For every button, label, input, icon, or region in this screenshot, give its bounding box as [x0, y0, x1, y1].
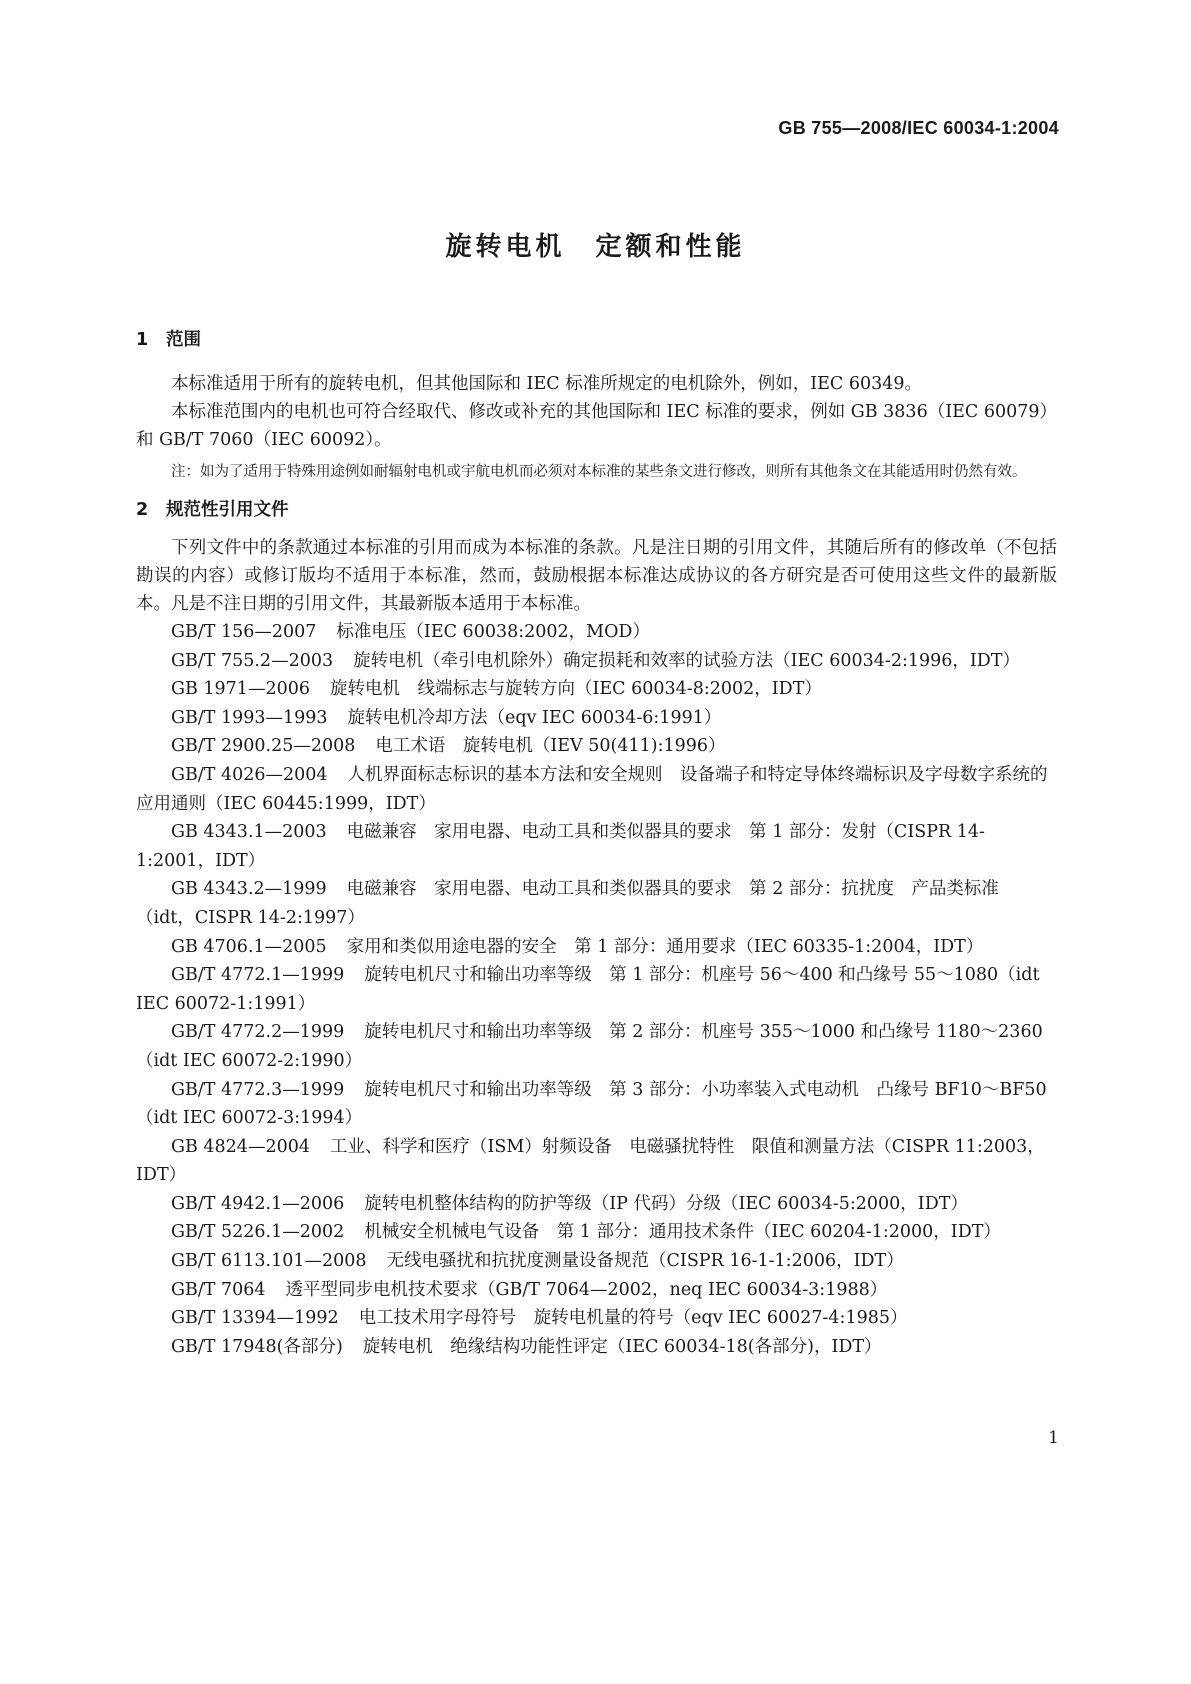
reference-item	[136, 618, 1057, 647]
reference-title: 电磁兼容 家用电器、电动工具和类似器具的要求 第 2 部分：抗扰度 产品类标准（idt，CISPR 14-2:1997）	[136, 879, 999, 928]
reference-code: GB/T 4772.3—1999	[171, 1079, 345, 1100]
section-number: 2	[136, 500, 149, 520]
reference-title: 旋转电机尺寸和输出功率等级 第 1 部分：机座号 56～400 和凸缘号 55～1080（idt IEC 60072-1:1991）	[136, 965, 1040, 1014]
reference-code: GB 1971—2006	[171, 679, 310, 700]
reference-item	[136, 1247, 1057, 1276]
reference-code: GB 4706.1—2005	[171, 936, 327, 957]
reference-title: 无线电骚扰和抗扰度测量设备规范（CISPR 16-1-1:2006，IDT）	[386, 1251, 904, 1272]
reference-item	[136, 761, 1057, 818]
reference-item	[136, 1304, 1057, 1333]
reference-item	[136, 1076, 1057, 1133]
reference-code: GB/T 7064	[171, 1279, 266, 1300]
reference-title: 旋转电机尺寸和输出功率等级 第 2 部分：机座号 355～1000 和凸缘号 1180～2360（idt IEC 60072-2:1990）	[136, 1022, 1043, 1071]
reference-code: GB/T 2900.25—2008	[171, 736, 356, 757]
reference-code: GB/T 13394—1992	[171, 1308, 339, 1329]
reference-item	[136, 1218, 1057, 1247]
reference-code: GB/T 6113.101—2008	[171, 1251, 367, 1272]
reference-code: GB/T 156—2007	[171, 622, 317, 642]
references-intro: 下列文件中的条款通过本标准的引用而成为本标准的条款。凡是注日期的引用文件，其随后所有的修改单（不包括勘误的内容）或修订版均不适用于本标准，然而，鼓励根据本标准达成协议的各方研究是否可使用这些文件的最新版本。凡是不注日期的引用文件，其最新版本适用于本标准。	[136, 538, 1057, 614]
reference-item	[136, 1018, 1057, 1075]
reference-item	[136, 647, 1057, 676]
reference-code: GB 4343.1—2003	[171, 822, 327, 843]
scope-note: 注：如为了适用于特殊用途例如耐辐射电机或宇航电机而必须对本标准的某些条文进行修改，则所有其他条文在其能适用时仍然有效。	[171, 464, 1027, 480]
reference-code: GB 4824—2004	[171, 1136, 310, 1157]
reference-code: GB/T 1993—1993	[171, 707, 328, 728]
reference-list	[136, 618, 1057, 1361]
reference-title: 电磁兼容 家用电器、电动工具和类似器具的要求 第 1 部分：发射（CISPR 14-1:2001，IDT）	[136, 822, 985, 871]
reference-code: GB/T 5226.1—2002	[171, 1222, 345, 1243]
reference-title: 机械安全机械电气设备 第 1 部分：通用技术条件（IEC 60204-1:2000，IDT）	[364, 1222, 1001, 1243]
reference-code: GB/T 4772.2—1999	[171, 1022, 345, 1043]
reference-title: 旋转电机整体结构的防护等级（IP 代码）分级（IEC 60034-5:2000，IDT）	[364, 1193, 968, 1214]
document-body	[136, 324, 1057, 1361]
reference-item	[136, 704, 1057, 733]
page-number: 1	[1048, 1428, 1059, 1448]
reference-title: 人机界面标志标识的基本方法和安全规则 设备端子和特定导体终端标识及字母数字系统的应用通则（IEC 60445:1999，IDT）	[136, 764, 1048, 814]
section-title: 范围	[166, 330, 201, 350]
reference-item	[136, 732, 1057, 761]
reference-code: GB/T 4026—2004	[171, 764, 328, 785]
section-1-heading	[136, 324, 1057, 356]
reference-title: 旋转电机 线端标志与旋转方向（IEC 60034-8:2002，IDT）	[329, 679, 822, 700]
reference-title: 电工术语 旋转电机（IEV 50(411):1996）	[375, 736, 726, 757]
reference-title: 家用和类似用途电器的安全 第 1 部分：通用要求（IEC 60335-1:2004，IDT）	[346, 936, 984, 957]
reference-title: 透平型同步电机技术要求（GB/T 7064—2002，neq IEC 60034-3:1988）	[285, 1279, 888, 1300]
reference-code: GB/T 4772.1—1999	[171, 965, 345, 986]
scope-paragraph: 本标准适用于所有的旋转电机，但其他国际和 IEC 标准所规定的电机除外，例如，IEC 60349。	[171, 374, 923, 394]
standard-number-header: GB 755—2008/IEC 60034-1:2004	[778, 118, 1059, 138]
reference-item	[136, 1333, 1057, 1362]
reference-item	[136, 933, 1057, 962]
reference-title: 旋转电机尺寸和输出功率等级 第 3 部分：小功率装入式电动机 凸缘号 BF10～BF50（idt IEC 60072-3:1994）	[136, 1079, 1047, 1129]
reference-code: GB/T 4942.1—2006	[171, 1193, 345, 1214]
reference-item	[136, 961, 1057, 1018]
reference-item	[136, 1133, 1057, 1190]
section-number: 1	[136, 330, 149, 350]
reference-code: GB/T 755.2—2003	[171, 650, 334, 671]
scope-paragraph: 本标准范围内的电机也可符合经取代、修改或补充的其他国际和 IEC 标准的要求，例如 GB 3836（IEC 60079）和 GB/T 7060（IEC 60092）。	[136, 402, 1058, 450]
reference-item	[136, 875, 1057, 932]
reference-item	[136, 675, 1057, 704]
reference-item	[136, 818, 1057, 875]
reference-title: 旋转电机（牵引电机除外）确定损耗和效率的试验方法（IEC 60034-2:1996，IDT）	[353, 650, 1021, 671]
section-title: 规范性引用文件	[166, 500, 289, 520]
reference-title: 工业、科学和医疗（ISM）射频设备 电磁骚扰特性 限值和测量方法（CISPR 11:2003，IDT）	[136, 1136, 1045, 1186]
reference-title: 旋转电机 绝缘结构功能性评定（IEC 60034-18(各部分)，IDT）	[362, 1336, 882, 1357]
reference-code: GB 4343.2—1999	[171, 879, 327, 900]
document-title: 旋转电机 定额和性能	[445, 232, 746, 262]
reference-item	[136, 1276, 1057, 1305]
reference-title: 电工技术用字母符号 旋转电机量的符号（eqv IEC 60027-4:1985）	[358, 1308, 908, 1329]
reference-code: GB/T 17948(各部分)	[171, 1336, 343, 1357]
section-2-heading	[136, 494, 1057, 526]
reference-title: 标准电压（IEC 60038:2002，MOD）	[336, 622, 650, 642]
reference-item	[136, 1190, 1057, 1219]
reference-title: 旋转电机冷却方法（eqv IEC 60034-6:1991）	[347, 707, 722, 728]
